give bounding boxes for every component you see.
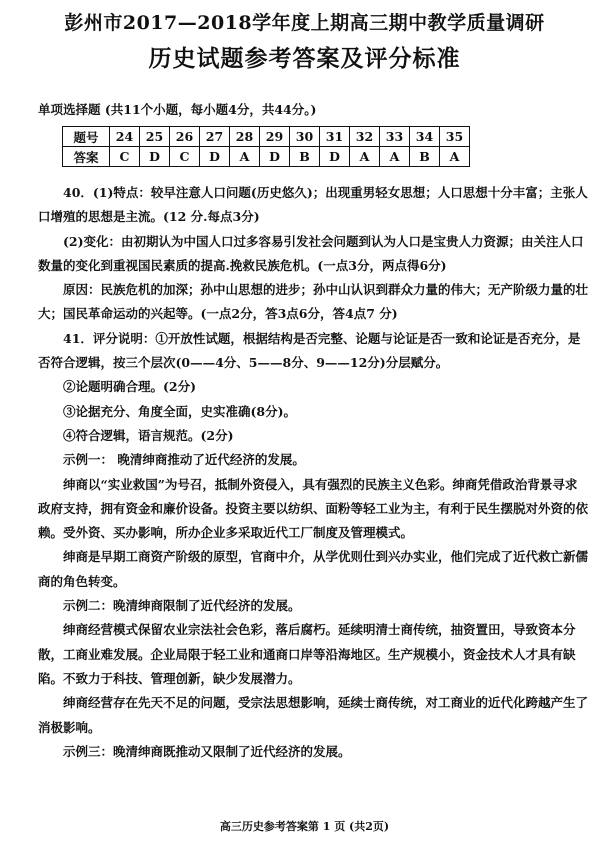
question-number-cell: 26 bbox=[170, 127, 200, 147]
q40-reasons: 原因：民族危机的加深；孙中山思想的进步；孙中山认识到群众力量的伟大；无产阶级力量的壮大；国民革命运动的兴起等。(一点2分，答3点6分，答4点7 分) bbox=[38, 282, 589, 322]
q40-part1: 40．(1)特点：较早注意人口问题(历史悠久)；出现重男轻女思想；人口思想十分丰富；主张人口增殖的思想是主流。(12 分.每点3分) bbox=[38, 185, 588, 225]
page-footer: 高三历史参考答案第 1 页 (共2页) bbox=[219, 820, 390, 833]
question-number-cell: 31 bbox=[320, 127, 350, 147]
answer-body bbox=[38, 181, 588, 764]
question-number-cell: 30 bbox=[290, 127, 320, 147]
answer-cell: A bbox=[230, 147, 260, 167]
question-number-cell: 34 bbox=[410, 127, 440, 147]
question-number-cell: 25 bbox=[140, 127, 170, 147]
document-subtitle: 历史试题参考答案及评分标准 bbox=[148, 45, 461, 72]
document-title: 彭州市2017—2018学年度上期高三期中教学质量调研 bbox=[64, 12, 545, 34]
example1-paragraph2: 绅商是早期工商资产阶级的原型，官商中介，从学优则仕到兴办实业，他们完成了近代救亡新儒商的角色转变。 bbox=[38, 549, 589, 589]
example2-paragraph1: 绅商经营模式保留农业宗法社会色彩，落后腐朽。延续明清士商传统，抽资置田，导致资本分散，工商业难发展。企业局限于轻工业和通商口岸等沿海地区。生产规模小，资金技术人才具有缺陷。不致力于科技、管理创新，缺少发展潜力。 bbox=[38, 622, 576, 686]
question-number-cell: 27 bbox=[200, 127, 230, 147]
q41-scoring-rule-4: ④符合逻辑，语言规范。(2分) bbox=[63, 427, 234, 443]
answer-cell: A bbox=[380, 147, 410, 167]
answer-cell: B bbox=[290, 147, 320, 167]
answer-cell: D bbox=[260, 147, 290, 167]
answer-cell: C bbox=[110, 147, 140, 167]
question-number-cell: 35 bbox=[440, 127, 470, 147]
question-number-cell: 24 bbox=[110, 127, 140, 147]
row-label-answer: 答案 bbox=[63, 147, 110, 167]
question-number-row bbox=[63, 127, 470, 147]
answer-cell: A bbox=[440, 147, 470, 167]
q40-part2: (2)变化：由初期认为中国人口过多容易引发社会问题到认为人口是宝贵人力资源；由关注人口数量的变化到重视国民素质的提高.挽救民族危机。(一点3分，两点得6分) bbox=[38, 233, 584, 273]
example3-title: 示例三：晚清绅商既推动又限制了近代经济的发展。 bbox=[63, 743, 351, 759]
answer-table bbox=[62, 126, 470, 167]
q41-scoring-rule-3: ③论据充分、角度全面，史实准确(8分)。 bbox=[63, 403, 297, 419]
answer-cell: D bbox=[140, 147, 170, 167]
question-number-cell: 33 bbox=[380, 127, 410, 147]
example2-title: 示例二：晚清绅商限制了近代经济的发展。 bbox=[63, 598, 301, 614]
question-number-cell: 32 bbox=[350, 127, 380, 147]
question-number-cell: 28 bbox=[230, 127, 260, 147]
answer-cell: D bbox=[320, 147, 350, 167]
example2-paragraph2: 绅商经营存在先天不足的问题，受宗法思想影响，延续士商传统，对工商业的近代化跨越产生了消极影响。 bbox=[38, 695, 589, 735]
answer-cell: D bbox=[200, 147, 230, 167]
question-number-cell: 29 bbox=[260, 127, 290, 147]
q41-scoring-rule-2: ②论题明确合理。(2分) bbox=[63, 379, 197, 395]
row-label-question: 题号 bbox=[63, 127, 110, 147]
example1-paragraph1: 绅商以“实业救国”为号召，抵制外资侵入，具有强烈的民族主义色彩。绅商凭借政治背景寻求政府支持，拥有资金和廉价设备。投资主要以纺织、面粉等轻工业为主，有利于民生摆脱对外资的依赖。受外资、买办影响，所办企业多采取近代工厂制度及管理模式。 bbox=[38, 476, 589, 541]
answer-row bbox=[63, 147, 470, 167]
section-heading-multiple-choice: 单项选择题 (共11个小题，每小题4分，共44分。) bbox=[38, 102, 317, 117]
answer-cell: C bbox=[170, 147, 200, 167]
answer-cell: A bbox=[350, 147, 380, 167]
example1-title: 示例一： 晚清绅商推动了近代经济的发展。 bbox=[63, 452, 305, 468]
answer-cell: B bbox=[410, 147, 440, 167]
q41-scoring-rule-1: 41．评分说明：①开放性试题，根据结构是否完整、论题与论证是否一致和论证是否充分，是否符合逻辑，按三个层次(0——4分、5——8分、9——12分)分层赋分。 bbox=[38, 330, 581, 371]
